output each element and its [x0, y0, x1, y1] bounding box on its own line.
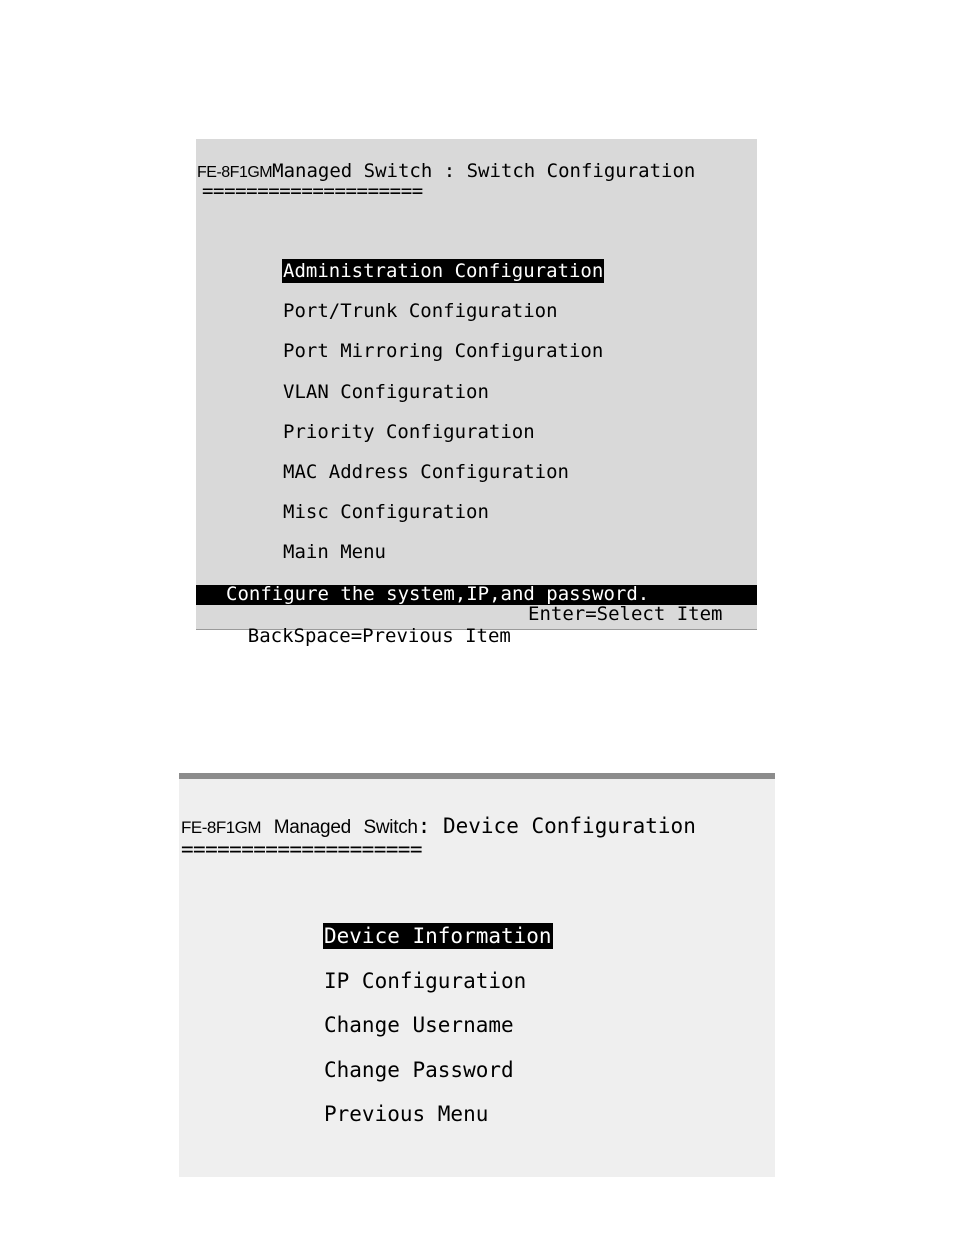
- menu-item-label: Port Mirroring Configuration: [283, 340, 604, 363]
- menu-item-label: Administration Configuration: [283, 260, 604, 282]
- menu-item-previous-menu[interactable]: [323, 1101, 553, 1146]
- menu-item-ip-configuration[interactable]: [323, 968, 553, 1013]
- menu-item-label: Device Information: [324, 924, 552, 948]
- switch-config-menu: [282, 259, 604, 581]
- status-message: Configure the system,IP,and password.: [226, 583, 650, 605]
- menu-item-misc-configuration[interactable]: [282, 500, 604, 540]
- menu-item-change-username[interactable]: [323, 1012, 553, 1057]
- hint-backspace: BackSpace=Previous Item: [247, 625, 511, 647]
- switch-config-title-underline: ====================: [202, 180, 423, 202]
- menu-item-mac-address-configuration[interactable]: [282, 460, 604, 500]
- menu-item-label: Misc Configuration: [283, 501, 489, 524]
- menu-item-label: Port/Trunk Configuration: [283, 300, 558, 323]
- key-hints: [202, 603, 752, 691]
- menu-item-administration-configuration[interactable]: [282, 259, 604, 299]
- menu-item-label: Priority Configuration: [283, 420, 535, 443]
- device-config-title-text: : Device Configuration: [417, 814, 696, 838]
- menu-item-port-mirroring-configuration[interactable]: [282, 339, 604, 379]
- device-config-title-model: FE-8F1GM: [181, 818, 262, 837]
- status-bar: [196, 585, 757, 605]
- menu-item-label: Change Username: [324, 1013, 514, 1037]
- menu-item-label: VLAN Configuration: [283, 380, 489, 403]
- switch-config-title-model: FE-8F1GM: [197, 164, 273, 181]
- switch-configuration-screen: [196, 139, 757, 647]
- menu-item-label: MAC Address Configuration: [283, 460, 569, 483]
- device-config-menu: [323, 923, 553, 1146]
- switch-config-title-text: Managed Switch : Switch Configuration: [272, 160, 696, 182]
- device-configuration-screen: [179, 773, 775, 1177]
- menu-item-priority-configuration[interactable]: [282, 420, 604, 460]
- menu-item-change-password[interactable]: [323, 1057, 553, 1102]
- hint-enter: Enter=Select Item: [528, 603, 723, 625]
- menu-item-port-trunk-configuration[interactable]: [282, 299, 604, 339]
- menu-item-label: IP Configuration: [324, 968, 527, 993]
- menu-item-label: Main Menu: [283, 541, 386, 564]
- menu-item-label: Previous Menu: [324, 1102, 489, 1126]
- menu-item-device-information[interactable]: [323, 923, 553, 968]
- menu-item-main-menu[interactable]: [282, 540, 604, 580]
- menu-item-vlan-configuration[interactable]: [282, 380, 604, 420]
- device-config-title-underline: ====================: [181, 837, 422, 861]
- device-config-title-managed: Managed: [273, 817, 351, 838]
- menu-item-label: Change Password: [324, 1057, 514, 1082]
- device-config-title-switch: Switch: [363, 817, 418, 838]
